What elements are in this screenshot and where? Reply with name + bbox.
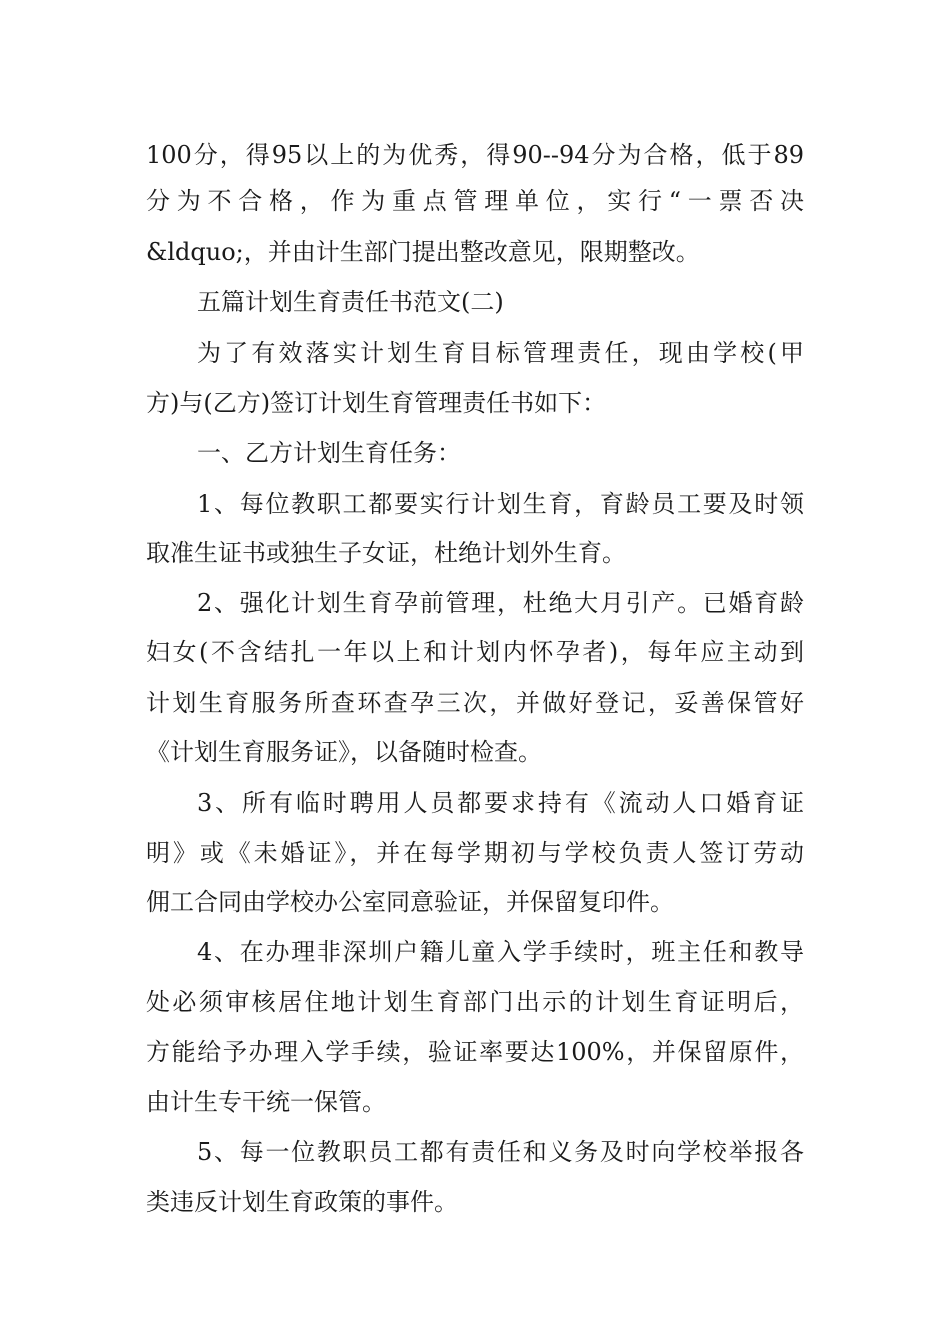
item-4-line-1: 4、在办理非深圳户籍儿童入学手续时，班主任和教导	[197, 938, 804, 966]
item-2-line-3: 计划生育服务所查环查孕三次，并做好登记，妥善保管好	[146, 689, 804, 717]
item-3-line-1: 3、所有临时聘用人员都要求持有《流动人口婚育证	[197, 789, 804, 817]
item-3-line-3: 佣工合同由学校办公室同意验证，并保留复印件。	[146, 888, 674, 916]
text-line-6: 方)与(乙方)签订计划生育管理责任书如下：	[146, 389, 607, 417]
text-line-1: 100分，得95以上的为优秀，得90--94分为合格，低于89	[146, 141, 804, 169]
item-1-line-1: 1、每位教职工都要实行计划生育，育龄员工要及时领	[197, 490, 804, 518]
text-line-2: 分为不合格，作为重点管理单位，实行“一票否决	[146, 187, 804, 215]
item-5-line-2: 类违反计划生育政策的事件。	[146, 1188, 458, 1216]
text-line-5: 为了有效落实计划生育目标管理责任，现由学校(甲	[197, 339, 804, 367]
item-4-line-3: 方能给予办理入学手续，验证率要达100%，并保留原件，	[146, 1038, 804, 1066]
item-4-line-2: 处必须审核居住地计划生育部门出示的计划生育证明后，	[146, 988, 804, 1016]
item-2-line-1: 2、强化计划生育孕前管理，杜绝大月引产。已婚育龄	[197, 589, 804, 617]
item-5-line-1: 5、每一位教职员工都有责任和义务及时向学校举报各	[197, 1138, 804, 1166]
subheading-task: 一、乙方计划生育任务：	[197, 439, 461, 467]
item-3-line-2: 明》或《未婚证》，并在每学期初与学校负责人签订劳动	[146, 839, 804, 867]
item-2-line-2: 妇女(不含结扎一年以上和计划内怀孕者)，每年应主动到	[146, 638, 804, 666]
item-1-line-2: 取准生证书或独生子女证，杜绝计划外生育。	[146, 539, 626, 567]
section-heading: 五篇计划生育责任书范文(二)	[197, 288, 504, 316]
item-2-line-4: 《计划生育服务证》，以备随时检查。	[146, 738, 542, 766]
text-line-3: &ldquo;，并由计生部门提出整改意见，限期整改。	[146, 238, 700, 266]
item-4-line-4: 由计生专干统一保管。	[146, 1088, 386, 1116]
